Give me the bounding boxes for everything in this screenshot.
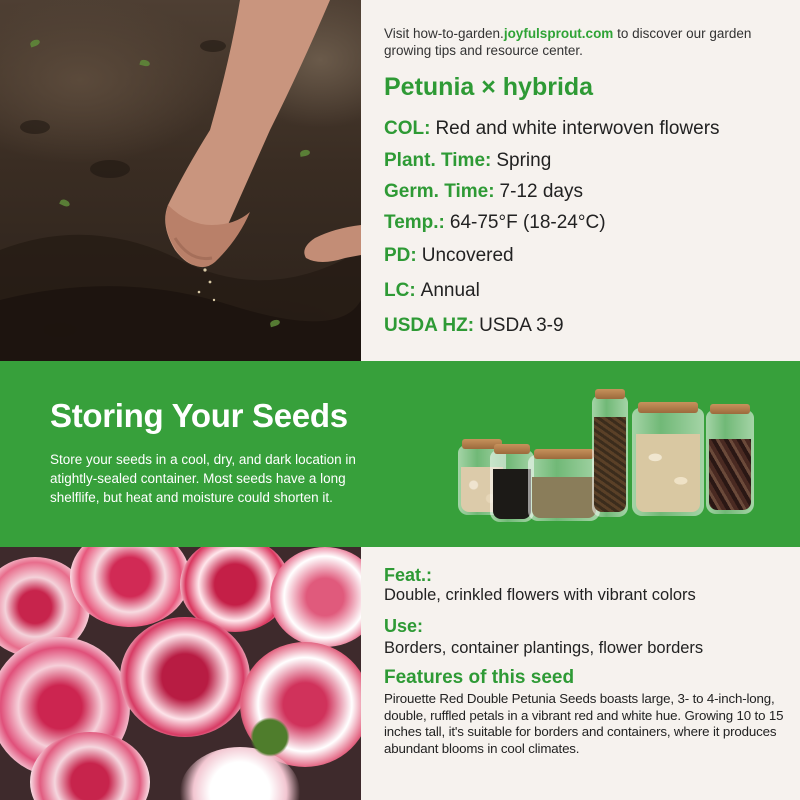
spec-label: Temp.: bbox=[384, 212, 445, 233]
spec-label: Germ. Time: bbox=[384, 181, 495, 202]
jar-pumpkin-seeds bbox=[632, 408, 704, 516]
spec-label: USDA HZ: bbox=[384, 315, 475, 336]
feat-text: Double, crinkled flowers with vibrant colors bbox=[384, 586, 696, 604]
hands-sowing-illustration bbox=[0, 0, 361, 361]
jar-tall-seeds bbox=[592, 395, 628, 517]
spec-life-cycle bbox=[384, 280, 480, 302]
spec-label: Plant. Time: bbox=[384, 150, 492, 171]
visit-site-note bbox=[384, 25, 784, 59]
use-label: Use: bbox=[384, 616, 424, 636]
spec-value: Spring bbox=[496, 150, 552, 171]
seed-description: Pirouette Red Double Petunia Seeds boasts large, 3- to 4-inch-long, double, ruffled petals in a vibrant red and white hue. Growing 10 to 15 inches tall, it's suitable for borders and containers, where it produces abundant blooms in cool climates. bbox=[384, 691, 784, 756]
spec-temperature bbox=[384, 212, 606, 234]
spec-plant-time bbox=[384, 150, 551, 172]
storage-title: Storing Your Seeds bbox=[50, 397, 348, 434]
spec-label: LC: bbox=[384, 280, 416, 301]
jar-mixed-beans bbox=[706, 410, 754, 514]
spec-planting-depth bbox=[384, 245, 514, 267]
spec-usda-zone bbox=[384, 315, 564, 337]
spec-label: PD: bbox=[384, 245, 417, 266]
spec-color bbox=[384, 118, 720, 140]
use-text: Borders, container plantings, flower borders bbox=[384, 639, 704, 657]
jar-grain bbox=[528, 455, 600, 521]
storage-text: Store your seeds in a cool, dry, and dark location in atightly-sealed container. Most seeds have a long shelflife, but heat and moisture could shorten it. bbox=[50, 452, 356, 505]
spec-germ-time bbox=[384, 181, 583, 203]
spec-value: Red and white interwoven flowers bbox=[435, 118, 720, 139]
seed-features-heading: Features of this seed bbox=[384, 667, 575, 688]
plant-title: Petunia × hybrida bbox=[384, 73, 594, 101]
visit-suffix: to discover our garden growing tips and resource center. bbox=[384, 26, 752, 58]
spec-value: Uncovered bbox=[421, 245, 514, 266]
site-link[interactable]: joyfulsprout.com bbox=[503, 26, 614, 41]
petunia-flowers-photo bbox=[0, 547, 361, 800]
spec-value: Annual bbox=[420, 280, 480, 301]
feat-label: Feat.: bbox=[384, 565, 433, 585]
spec-value: USDA 3-9 bbox=[479, 315, 564, 336]
spec-value: 64-75°F (18-24°C) bbox=[449, 212, 606, 233]
visit-prefix: Visit how-to-garden. bbox=[384, 26, 504, 41]
spec-value: 7-12 days bbox=[499, 181, 583, 202]
spec-label: COL: bbox=[384, 118, 431, 139]
soil-hands-photo bbox=[0, 0, 361, 361]
